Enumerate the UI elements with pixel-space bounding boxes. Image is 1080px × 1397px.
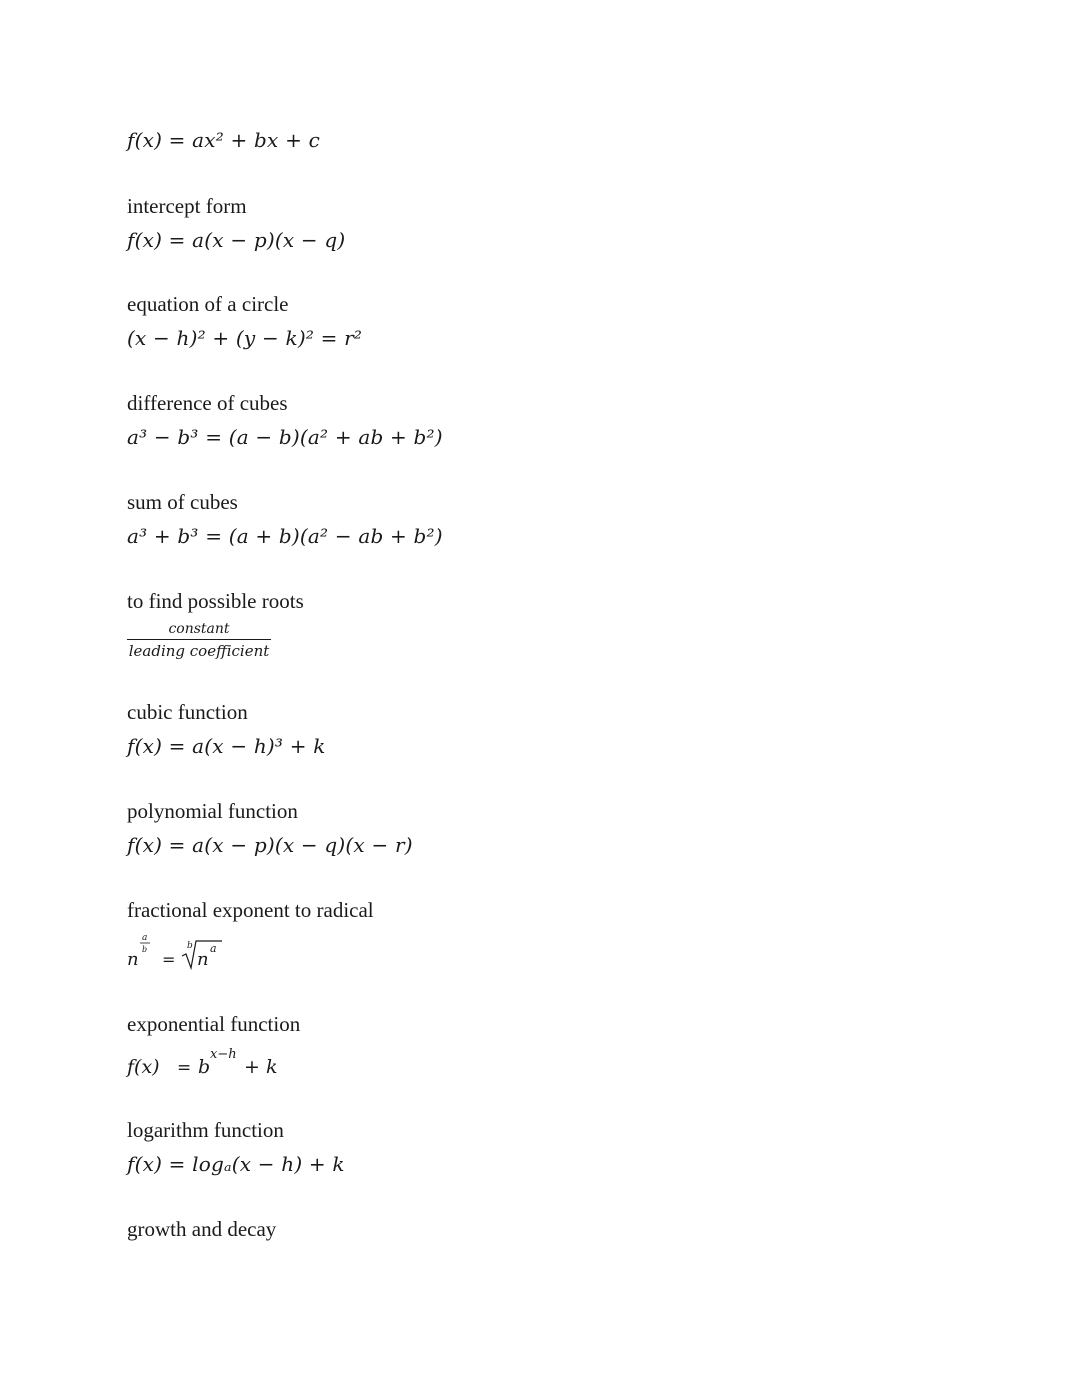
radical-equals: = bbox=[162, 950, 176, 969]
exp-equals: = bbox=[177, 1058, 192, 1078]
cubic-function-label: cubic function bbox=[127, 700, 248, 724]
fraction-numerator: constant bbox=[127, 620, 271, 640]
difference-of-cubes-formula: a³ − b³ = (a − b)(a² + ab + b²) bbox=[127, 425, 443, 449]
radical-exp-num: a bbox=[142, 933, 148, 943]
circle-equation-label: equation of a circle bbox=[127, 292, 289, 316]
growth-and-decay-label: growth and decay bbox=[127, 1217, 277, 1241]
radical-formula bbox=[122, 928, 252, 974]
exp-lhs: f(x) bbox=[127, 1056, 160, 1078]
exp-tail: + k bbox=[244, 1056, 278, 1078]
polynomial-function-label: polynomial function bbox=[127, 799, 298, 823]
possible-roots-label: to find possible roots bbox=[127, 589, 304, 613]
circle-equation-formula: (x − h)² + (y − k)² = r² bbox=[127, 326, 363, 350]
fraction-denominator: leading coefficient bbox=[128, 642, 270, 660]
radical-index: b bbox=[187, 941, 193, 951]
sum-of-cubes-label: sum of cubes bbox=[127, 490, 238, 514]
exponential-function-label: exponential function bbox=[127, 1012, 301, 1036]
exponential-formula bbox=[122, 1040, 302, 1082]
intercept-form-formula: f(x) = a(x − p)(x − q) bbox=[127, 228, 346, 252]
exp-base: b bbox=[198, 1056, 211, 1078]
radical-base: n bbox=[127, 949, 139, 970]
intercept-form-label: intercept form bbox=[127, 194, 247, 218]
standard-form-formula: f(x) = ax² + bx + c bbox=[127, 128, 321, 152]
radical-exp-den: b bbox=[142, 945, 148, 954]
logarithm-function-formula: f(x) = logₐ(x − h) + k bbox=[127, 1152, 345, 1176]
difference-of-cubes-label: difference of cubes bbox=[127, 391, 288, 415]
fractional-exponent-label: fractional exponent to radical bbox=[127, 898, 374, 922]
possible-roots-fraction bbox=[127, 620, 271, 661]
polynomial-function-formula: f(x) = a(x − p)(x − q)(x − r) bbox=[127, 833, 413, 857]
radical-radicand-exp: a bbox=[210, 942, 217, 955]
sum-of-cubes-formula: a³ + b³ = (a + b)(a² − ab + b²) bbox=[127, 524, 443, 548]
cubic-function-formula: f(x) = a(x − h)³ + k bbox=[127, 734, 326, 758]
exp-exponent: x−h bbox=[210, 1047, 237, 1062]
radical-radicand: n bbox=[197, 949, 209, 970]
logarithm-function-label: logarithm function bbox=[127, 1118, 284, 1142]
